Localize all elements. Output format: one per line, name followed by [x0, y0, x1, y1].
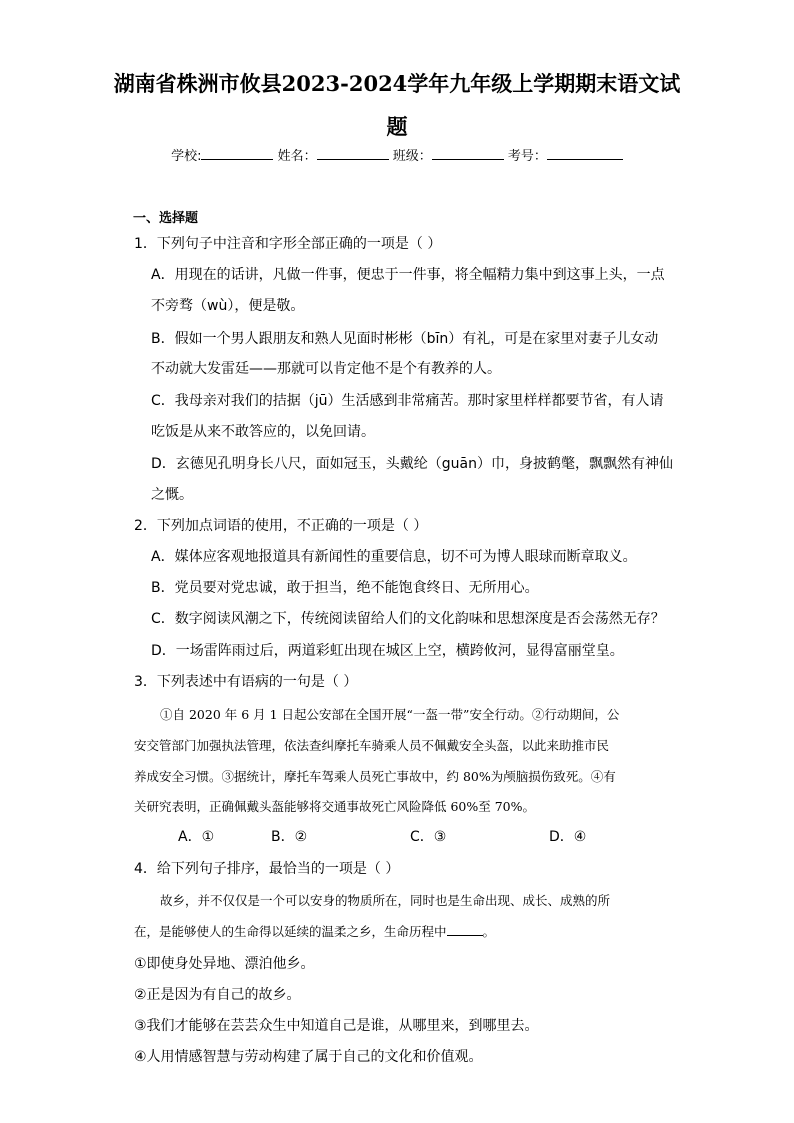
question-2-option-b[interactable]: B．党员要对党忠诚，敢于担当，绝不能饱食终日、无所用心。 [151, 580, 539, 596]
question-1-option-a[interactable]: A．用现在的话讲，凡做一件事，便忠于一件事，将全幅精力集中到这事上头，一点 [151, 267, 665, 283]
question-2-option-a[interactable]: A．媒体应客观地报道具有新闻性的重要信息，切不可为博人眼球而断章取义。 [151, 549, 637, 565]
question-1-option-c-cont: 吃饭是从来不敢答应的，以免回请。 [151, 424, 375, 440]
question-1-option-c[interactable]: C．我母亲对我们的拮据（jū）生活感到非常痛苦。那时家里样样都要节省，有人请 [151, 393, 664, 409]
question-3-option-b[interactable]: B．② [271, 829, 308, 845]
name-label: 姓名： [277, 149, 317, 164]
question-4-sentence-4: ④人用情感智慧与劳动构建了属于自己的文化和价值观。 [134, 1049, 483, 1065]
question-1-option-a-cont: 不旁骛（wù），便是敬。 [151, 298, 305, 314]
question-4-passage-line-1: 故乡，并不仅仅是一个可以安身的物质所在，同时也是生命出现、成长、成熟的所 [160, 893, 611, 908]
exam-number-label: 考号： [507, 149, 547, 164]
question-2-stem: 2．下列加点词语的使用，不正确的一项是（ ） [134, 518, 428, 534]
exam-title-line-1: 湖南省株洲市攸县2023-2024学年九年级上学期期末语文试 [113, 71, 681, 96]
question-3-option-d[interactable]: D．④ [549, 829, 587, 845]
question-3-passage-line-3: 养成安全习惯。③据统计，摩托车驾乘人员死亡事故中，约 80%为颅脑损伤致死。④有 [134, 769, 616, 784]
section-heading: 一、选择题 [133, 211, 199, 226]
question-4-sentence-1: ①即使身处异地、漂泊他乡。 [134, 956, 315, 972]
school-blank[interactable] [201, 146, 273, 160]
school-label: 学校: [171, 149, 202, 164]
question-1-option-d-cont: 之慨。 [151, 487, 193, 503]
question-1-option-b-cont: 不动就大发雷廷——那就可以肯定他不是个有教养的人。 [151, 361, 501, 377]
exam-title-line-2: 题 [386, 114, 408, 139]
question-3-stem: 3．下列表述中有语病的一句是（ ） [134, 674, 358, 690]
question-4-sentence-3: ③我们才能够在芸芸众生中知道自己是谁，从哪里来，到哪里去。 [134, 1018, 539, 1034]
class-blank[interactable] [432, 146, 504, 160]
question-3-option-c[interactable]: C．③ [410, 829, 447, 845]
question-3-passage-line-1: ①自 2020 年 6 月 1 日起公安部在全国开展“一盔一带”安全行动。②行动期间，公 [160, 707, 620, 722]
question-2-option-c[interactable]: C．数字阅读风潮之下，传统阅读留给人们的文化韵味和思想深度是否会荡然无存？ [151, 611, 665, 627]
question-4-stem: 4．给下列句子排序，最恰当的一项是（ ） [134, 861, 400, 877]
question-1-option-b[interactable]: B．假如一个男人跟朋友和熟人见面时彬彬（bīn）有礼，可是在家里对妻子儿女动 [151, 331, 659, 347]
class-label: 班级： [392, 149, 432, 164]
question-4-sentence-2: ②正是因为有自己的故乡。 [134, 987, 301, 1003]
question-1-option-d[interactable]: D．玄德见孔明身长八尺，面如冠玉，头戴纶（guān）巾，身披鹤氅，飘飘然有神仙 [151, 456, 673, 472]
student-info-row [0, 145, 794, 164]
question-4-passage-period: 。 [482, 924, 496, 939]
question-2-option-d[interactable]: D．一场雷阵雨过后，两道彩虹出现在城区上空，横跨攸河，显得富丽堂皇。 [151, 643, 624, 659]
question-1-stem: 1．下列句子中注音和字形全部正确的一项是（ ） [134, 236, 442, 252]
question-3-passage-line-4: 关研究表明，正确佩戴头盔能够将交通事故死亡风险降低 60%至 70%。 [134, 799, 536, 814]
name-blank[interactable] [317, 146, 389, 160]
question-4-passage-line-2 [134, 922, 495, 940]
exam-number-blank[interactable] [547, 146, 623, 160]
question-3-option-a[interactable]: A．① [178, 829, 215, 845]
question-3-passage-line-2: 安交管部门加强执法管理，依法查纠摩托车骑乘人员不佩戴安全头盔，以此来助推市民 [134, 738, 610, 753]
question-4-passage-text: 在，是能够使人的生命得以延续的温柔之乡，生命历程中 [134, 924, 447, 939]
question-4-fill-blank[interactable] [447, 923, 483, 936]
